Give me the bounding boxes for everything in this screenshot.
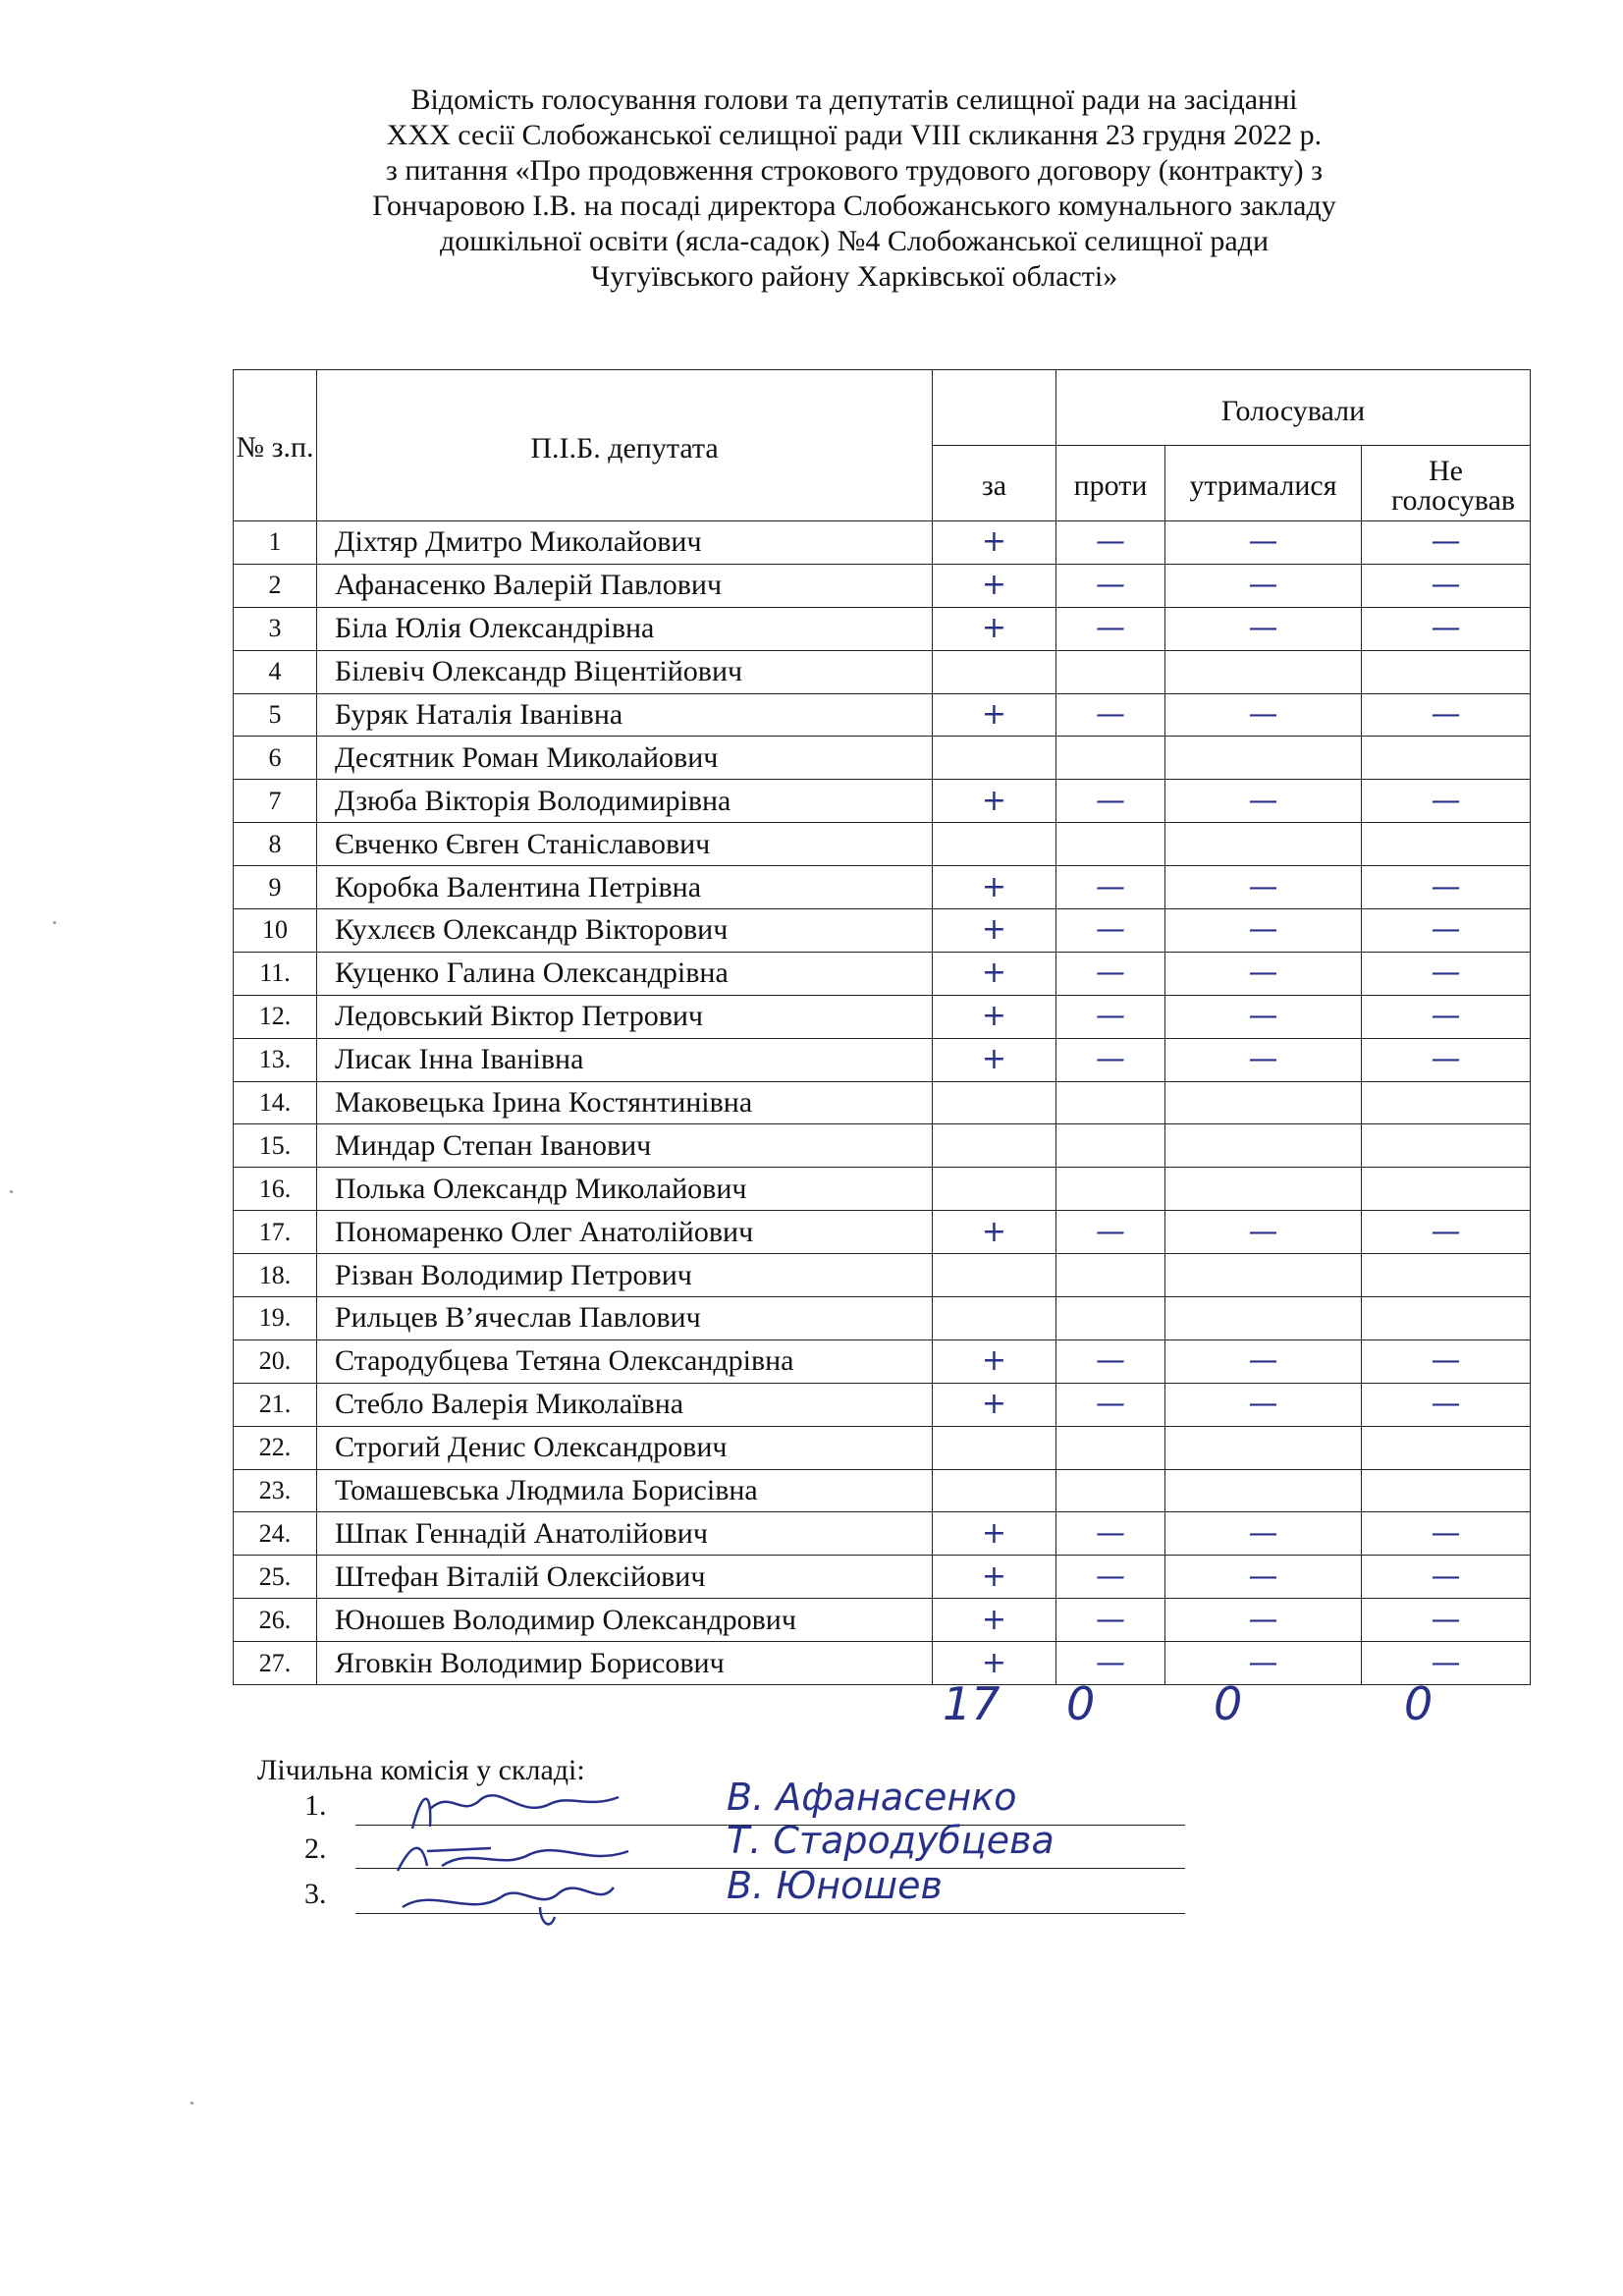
vote-against (1056, 1254, 1165, 1297)
vote-for: + (933, 780, 1056, 823)
vote-not-voted: — (1362, 909, 1531, 953)
heading-line: з питання «Про продовження строкового трудового договору (контракту) з (386, 154, 1323, 187)
header-blank (933, 370, 1056, 446)
row-number: 15. (234, 1124, 317, 1168)
vote-not-voted: — (1362, 1038, 1531, 1081)
scan-speck (53, 921, 56, 924)
vote-not-voted: — (1362, 564, 1531, 607)
vote-abstained: — (1165, 1599, 1362, 1642)
table-row (234, 780, 1531, 823)
vote-for (933, 1168, 1056, 1211)
vote-against: — (1056, 1339, 1165, 1383)
vote-not-voted (1362, 1168, 1531, 1211)
header-voted-label: Голосували (1220, 395, 1366, 427)
heading-line: Чугуївського району Харківської області» (590, 260, 1118, 293)
vote-not-voted (1362, 1426, 1531, 1469)
header-not-voted (1362, 446, 1531, 521)
vote-for (933, 650, 1056, 693)
vote-abstained: — (1165, 995, 1362, 1038)
deputy-name: Лисак Інна Іванівна (317, 1038, 933, 1081)
vote-against: — (1056, 909, 1165, 953)
vote-abstained: — (1165, 1512, 1362, 1556)
heading-line: Відомість голосування голови та депутатів селищної ради на засіданні (410, 83, 1298, 116)
vote-against: — (1056, 1383, 1165, 1426)
row-number: 20. (234, 1339, 317, 1383)
vote-not-voted: — (1362, 1211, 1531, 1254)
row-number: 5 (234, 693, 317, 737)
heading-line: XXX сесії Слобожанської селищної ради VIII скликання 23 грудня 2022 р. (386, 119, 1323, 151)
vote-for: + (933, 1038, 1056, 1081)
vote-against: — (1056, 693, 1165, 737)
row-number: 18. (234, 1254, 317, 1297)
table-row (234, 650, 1531, 693)
deputy-name: Куценко Галина Олександрівна (317, 952, 933, 995)
vote-not-voted (1362, 1254, 1531, 1297)
row-number: 13. (234, 1038, 317, 1081)
vote-abstained (1165, 737, 1362, 780)
deputy-name: Біла Юлія Олександрівна (317, 607, 933, 650)
deputy-name: Десятник Роман Миколайович (317, 737, 933, 780)
voting-table (233, 369, 1531, 1685)
commission-member-name: В. Афанасенко (727, 1776, 1017, 1819)
vote-not-voted: — (1362, 693, 1531, 737)
vote-abstained (1165, 1254, 1362, 1297)
commission-number: 2. (304, 1832, 327, 1865)
row-number: 17. (234, 1211, 317, 1254)
table-row (234, 607, 1531, 650)
row-number: 3 (234, 607, 317, 650)
table-row (234, 564, 1531, 607)
table-row (234, 693, 1531, 737)
header-abstained-label: утрималися (1189, 469, 1337, 502)
vote-abstained (1165, 1426, 1362, 1469)
row-number: 8 (234, 823, 317, 866)
table-row (234, 1556, 1531, 1599)
row-number: 22. (234, 1426, 317, 1469)
vote-against: — (1056, 1642, 1165, 1685)
vote-for: + (933, 564, 1056, 607)
vote-abstained: — (1165, 1642, 1362, 1685)
table-row (234, 1297, 1531, 1340)
vote-for: + (933, 1642, 1056, 1685)
vote-for: + (933, 1599, 1056, 1642)
vote-not-voted: — (1362, 1383, 1531, 1426)
vote-abstained: — (1165, 1339, 1362, 1383)
header-against (1056, 446, 1165, 521)
header-num (234, 370, 317, 521)
vote-for (933, 823, 1056, 866)
vote-for (933, 1426, 1056, 1469)
vote-for: + (933, 995, 1056, 1038)
vote-against: — (1056, 607, 1165, 650)
vote-against: — (1056, 780, 1165, 823)
vote-not-voted (1362, 1081, 1531, 1124)
vote-against: — (1056, 1211, 1165, 1254)
table-row (234, 1168, 1531, 1211)
scan-speck (190, 2102, 193, 2105)
commission-member-name: Т. Стародубцева (727, 1819, 1055, 1862)
vote-abstained: — (1165, 564, 1362, 607)
vote-not-voted (1362, 1469, 1531, 1512)
table-row (234, 1642, 1531, 1685)
commission-number: 1. (304, 1789, 327, 1822)
scan-speck (10, 1190, 13, 1193)
row-number: 25. (234, 1556, 317, 1599)
vote-for (933, 1081, 1056, 1124)
vote-not-voted: — (1362, 607, 1531, 650)
vote-abstained: — (1165, 866, 1362, 909)
row-number: 6 (234, 737, 317, 780)
vote-not-voted: — (1362, 1512, 1531, 1556)
table-row (234, 737, 1531, 780)
deputy-name: Кухлєєв Олександр Вікторович (317, 909, 933, 953)
vote-for: + (933, 952, 1056, 995)
vote-not-voted: — (1362, 1642, 1531, 1685)
vote-not-voted (1362, 650, 1531, 693)
table-row (234, 1339, 1531, 1383)
table-row (234, 1254, 1531, 1297)
row-number: 10 (234, 909, 317, 953)
deputy-name: Рильцев В’ячеслав Павлович (317, 1297, 933, 1340)
deputy-name: Яговкін Володимир Борисович (317, 1642, 933, 1685)
vote-against: — (1056, 952, 1165, 995)
vote-against (1056, 823, 1165, 866)
vote-for (933, 1469, 1056, 1512)
total-not-voted: 0 (1404, 1677, 1434, 1730)
deputy-name: Шпак Геннадій Анатолійович (317, 1512, 933, 1556)
vote-against (1056, 1168, 1165, 1211)
total-against: 0 (1066, 1677, 1096, 1730)
vote-not-voted: — (1362, 1556, 1531, 1599)
vote-for (933, 1124, 1056, 1168)
vote-abstained (1165, 1297, 1362, 1340)
deputy-name: Маковецька Ірина Костянтинівна (317, 1081, 933, 1124)
commission-number: 3. (304, 1878, 327, 1910)
heading-line: дошкільної освіти (ясла-садок) №4 Слобожанської селищної ради (440, 225, 1269, 257)
table-row (234, 823, 1531, 866)
table-row (234, 1383, 1531, 1426)
vote-not-voted (1362, 1124, 1531, 1168)
row-number: 2 (234, 564, 317, 607)
table-row (234, 952, 1531, 995)
row-number: 7 (234, 780, 317, 823)
row-number: 9 (234, 866, 317, 909)
row-number: 27. (234, 1642, 317, 1685)
vote-against: — (1056, 1038, 1165, 1081)
vote-for: + (933, 1556, 1056, 1599)
deputy-name: Юношев Володимир Олександрович (317, 1599, 933, 1642)
vote-abstained: — (1165, 607, 1362, 650)
commission-member-name: В. Юношев (727, 1864, 943, 1907)
table-row (234, 521, 1531, 565)
vote-against (1056, 1124, 1165, 1168)
vote-abstained (1165, 823, 1362, 866)
vote-not-voted: — (1362, 521, 1531, 565)
table-row (234, 866, 1531, 909)
total-abstained: 0 (1214, 1677, 1243, 1730)
deputy-name: Дзюба Вікторія Володимирівна (317, 780, 933, 823)
vote-abstained: — (1165, 1556, 1362, 1599)
vote-for: + (933, 693, 1056, 737)
vote-abstained (1165, 1081, 1362, 1124)
table-row (234, 909, 1531, 953)
vote-abstained: — (1165, 1211, 1362, 1254)
deputy-name: Різван Володимир Петрович (317, 1254, 933, 1297)
vote-against: — (1056, 521, 1165, 565)
vote-not-voted (1362, 823, 1531, 866)
header-name-label: П.І.Б. депутата (530, 431, 719, 465)
vote-abstained: — (1165, 693, 1362, 737)
total-for: 17 (943, 1677, 1001, 1730)
table-row (234, 1426, 1531, 1469)
vote-for: + (933, 521, 1056, 565)
vote-against (1056, 1297, 1165, 1340)
header-against-label: проти (1073, 469, 1148, 502)
signature-3 (393, 1868, 628, 1937)
vote-against (1056, 737, 1165, 780)
table-row (234, 1512, 1531, 1556)
vote-against: — (1056, 866, 1165, 909)
vote-for: + (933, 866, 1056, 909)
document-heading (216, 82, 1492, 295)
vote-abstained: — (1165, 1383, 1362, 1426)
deputy-name: Ледовський Віктор Петрович (317, 995, 933, 1038)
vote-for: + (933, 909, 1056, 953)
deputy-name: Полька Олександр Миколайович (317, 1168, 933, 1211)
vote-not-voted: — (1362, 1339, 1531, 1383)
vote-for (933, 1254, 1056, 1297)
row-number: 11. (234, 952, 317, 995)
table-row (234, 1469, 1531, 1512)
row-number: 4 (234, 650, 317, 693)
vote-not-voted (1362, 737, 1531, 780)
vote-abstained: — (1165, 1038, 1362, 1081)
commission-label: Лічильна комісія у складі: (257, 1754, 585, 1786)
vote-for: + (933, 1211, 1056, 1254)
vote-against (1056, 650, 1165, 693)
row-number: 24. (234, 1512, 317, 1556)
row-number: 16. (234, 1168, 317, 1211)
vote-against: — (1056, 1599, 1165, 1642)
vote-abstained (1165, 1168, 1362, 1211)
deputy-name: Миндар Степан Іванович (317, 1124, 933, 1168)
vote-for: + (933, 1512, 1056, 1556)
vote-not-voted: — (1362, 995, 1531, 1038)
row-number: 23. (234, 1469, 317, 1512)
table-row (234, 1081, 1531, 1124)
deputy-name: Пономаренко Олег Анатолійович (317, 1211, 933, 1254)
vote-against (1056, 1081, 1165, 1124)
vote-against: — (1056, 564, 1165, 607)
vote-not-voted (1362, 1297, 1531, 1340)
table-row (234, 1599, 1531, 1642)
deputy-name: Афанасенко Валерій Павлович (317, 564, 933, 607)
header-for (933, 446, 1056, 521)
vote-for: + (933, 607, 1056, 650)
vote-abstained (1165, 1469, 1362, 1512)
deputy-name: Євченко Євген Станіславович (317, 823, 933, 866)
deputy-name: Штефан Віталій Олексійович (317, 1556, 933, 1599)
table-row (234, 1124, 1531, 1168)
deputy-name: Стебло Валерія Миколаївна (317, 1383, 933, 1426)
heading-line: Гончаровою І.В. на посаді директора Слобожанського комунального закладу (372, 190, 1336, 222)
deputy-name: Строгий Денис Олександрович (317, 1426, 933, 1469)
vote-abstained: — (1165, 780, 1362, 823)
vote-not-voted: — (1362, 780, 1531, 823)
vote-against (1056, 1469, 1165, 1512)
row-number: 21. (234, 1383, 317, 1426)
deputy-name: Томашевська Людмила Борисівна (317, 1469, 933, 1512)
vote-abstained: — (1165, 521, 1362, 565)
vote-for (933, 737, 1056, 780)
vote-not-voted: — (1362, 1599, 1531, 1642)
table-row (234, 1038, 1531, 1081)
deputy-name: Коробка Валентина Петрівна (317, 866, 933, 909)
vote-not-voted: — (1362, 952, 1531, 995)
row-number: 26. (234, 1599, 317, 1642)
vote-abstained (1165, 650, 1362, 693)
vote-abstained: — (1165, 909, 1362, 953)
vote-against: — (1056, 1512, 1165, 1556)
header-abstained (1165, 446, 1362, 521)
vote-against (1056, 1426, 1165, 1469)
table-row (234, 995, 1531, 1038)
table-row (234, 1211, 1531, 1254)
deputy-name: Стародубцева Тетяна Олександрівна (317, 1339, 933, 1383)
header-name (317, 370, 933, 521)
vote-abstained (1165, 1124, 1362, 1168)
header-for-label: за (981, 469, 1007, 502)
vote-for: + (933, 1339, 1056, 1383)
vote-abstained: — (1165, 952, 1362, 995)
row-number: 14. (234, 1081, 317, 1124)
vote-for (933, 1297, 1056, 1340)
deputy-name: Буряк Наталія Іванівна (317, 693, 933, 737)
vote-against: — (1056, 995, 1165, 1038)
deputy-name: Діхтяр Дмитро Миколайович (317, 521, 933, 565)
header-not-voted-label: Не голосував (1391, 455, 1516, 517)
row-number: 19. (234, 1297, 317, 1340)
deputy-name: Білевіч Олександр Віцентійович (317, 650, 933, 693)
row-number: 1 (234, 521, 317, 565)
vote-against: — (1056, 1556, 1165, 1599)
row-number: 12. (234, 995, 317, 1038)
vote-for: + (933, 1383, 1056, 1426)
header-num-label: № з.п. (236, 430, 314, 464)
vote-not-voted: — (1362, 866, 1531, 909)
header-voted (1056, 370, 1531, 446)
